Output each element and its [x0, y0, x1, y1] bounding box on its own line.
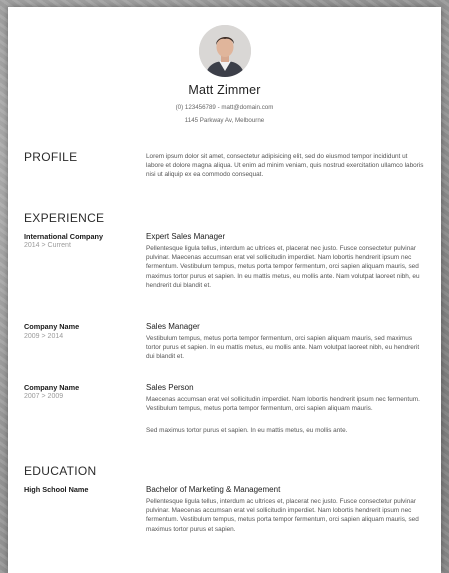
person-portrait-icon — [199, 25, 251, 77]
profile-photo — [199, 25, 251, 77]
education-heading: EDUCATION — [24, 464, 97, 478]
job-dates: 2014 > Current — [24, 242, 71, 249]
job-dates: 2007 > 2009 — [24, 393, 64, 400]
job-role: Sales Person — [146, 383, 194, 392]
job-role: Sales Manager — [146, 322, 200, 331]
contact-phone-email: (0) 123456789 - matt@domain.com — [175, 104, 274, 111]
profile-text: Lorem ipsum dolor sit amet, consectetur adipisicing elit, sed do eiusmod tempor incididunt ut labore et dolore magna aliqua. Ut enim ad minim veniam, quis nostrud exercitation ullamco laboris nisi ut aliquip ex ea commodo consequat. — [146, 153, 424, 179]
job-description: Pellentesque ligula tellus, interdum ac ultrices et, placerat nec justo. Fusce consectetur pulvinar pulvinar. Maecenas accumsan erat vel sollicitudin imperdiet. Nam lobortis hendrerit ipsum nec fermentum. Vestibulum tempus, metus porta tempor fermentum, orci sapien aliquam mauris, sed maximus tortor purus et sapien. In eu mattis metus, eu mollis ante. Nam volutpat laoreet nibh, eu hendrerit dui blandit et. — [146, 245, 420, 289]
job-company: Company Name — [24, 322, 80, 331]
contact-address: 1145 Parkway Av, Melbourne — [184, 117, 265, 124]
job-description: Sed maximus tortor purus et sapien. In eu mattis metus, eu mollis ante. — [146, 427, 348, 434]
job-company: International Company — [24, 232, 104, 241]
education-degree: Bachelor of Marketing & Management — [146, 485, 281, 494]
profile-heading: PROFILE — [24, 150, 78, 164]
experience-heading: EXPERIENCE — [24, 211, 105, 225]
candidate-name: Matt Zimmer — [188, 83, 261, 97]
resume-page — [8, 7, 441, 573]
education-text: Pellentesque ligula tellus, interdum ac ultrices et, placerat nec justo. Fusce consectetur pulvinar pulvinar. Maecenas accumsan erat vel sollicitudin imperdiet. Nam lobortis hendrerit ipsum nec fermentum. Vestibulum tempus, metus porta tempor fermentum, orci sapien aliquam mauris, sed maximus tortor purus et sapien. — [146, 498, 419, 533]
job-dates: 2009 > 2014 — [24, 333, 64, 340]
job-role: Expert Sales Manager — [146, 232, 226, 241]
education-school: High School Name — [24, 485, 89, 494]
job-description: Vestibulum tempus, metus porta tempor fermentum, orci sapien aliquam mauris, sed maximus tortor purus et sapien. In eu mattis metus, eu mollis ante. Nam volutpat laoreet nibh, eu hendrerit dui blandit et. — [146, 335, 420, 361]
job-description: Maecenas accumsan erat vel sollicitudin imperdiet. Nam lobortis hendrerit ipsum nec fermentum. Vestibulum tempus, metus porta tempor fermentum, orci sapien aliquam mauris. — [146, 396, 420, 413]
job-company: Company Name — [24, 383, 80, 392]
